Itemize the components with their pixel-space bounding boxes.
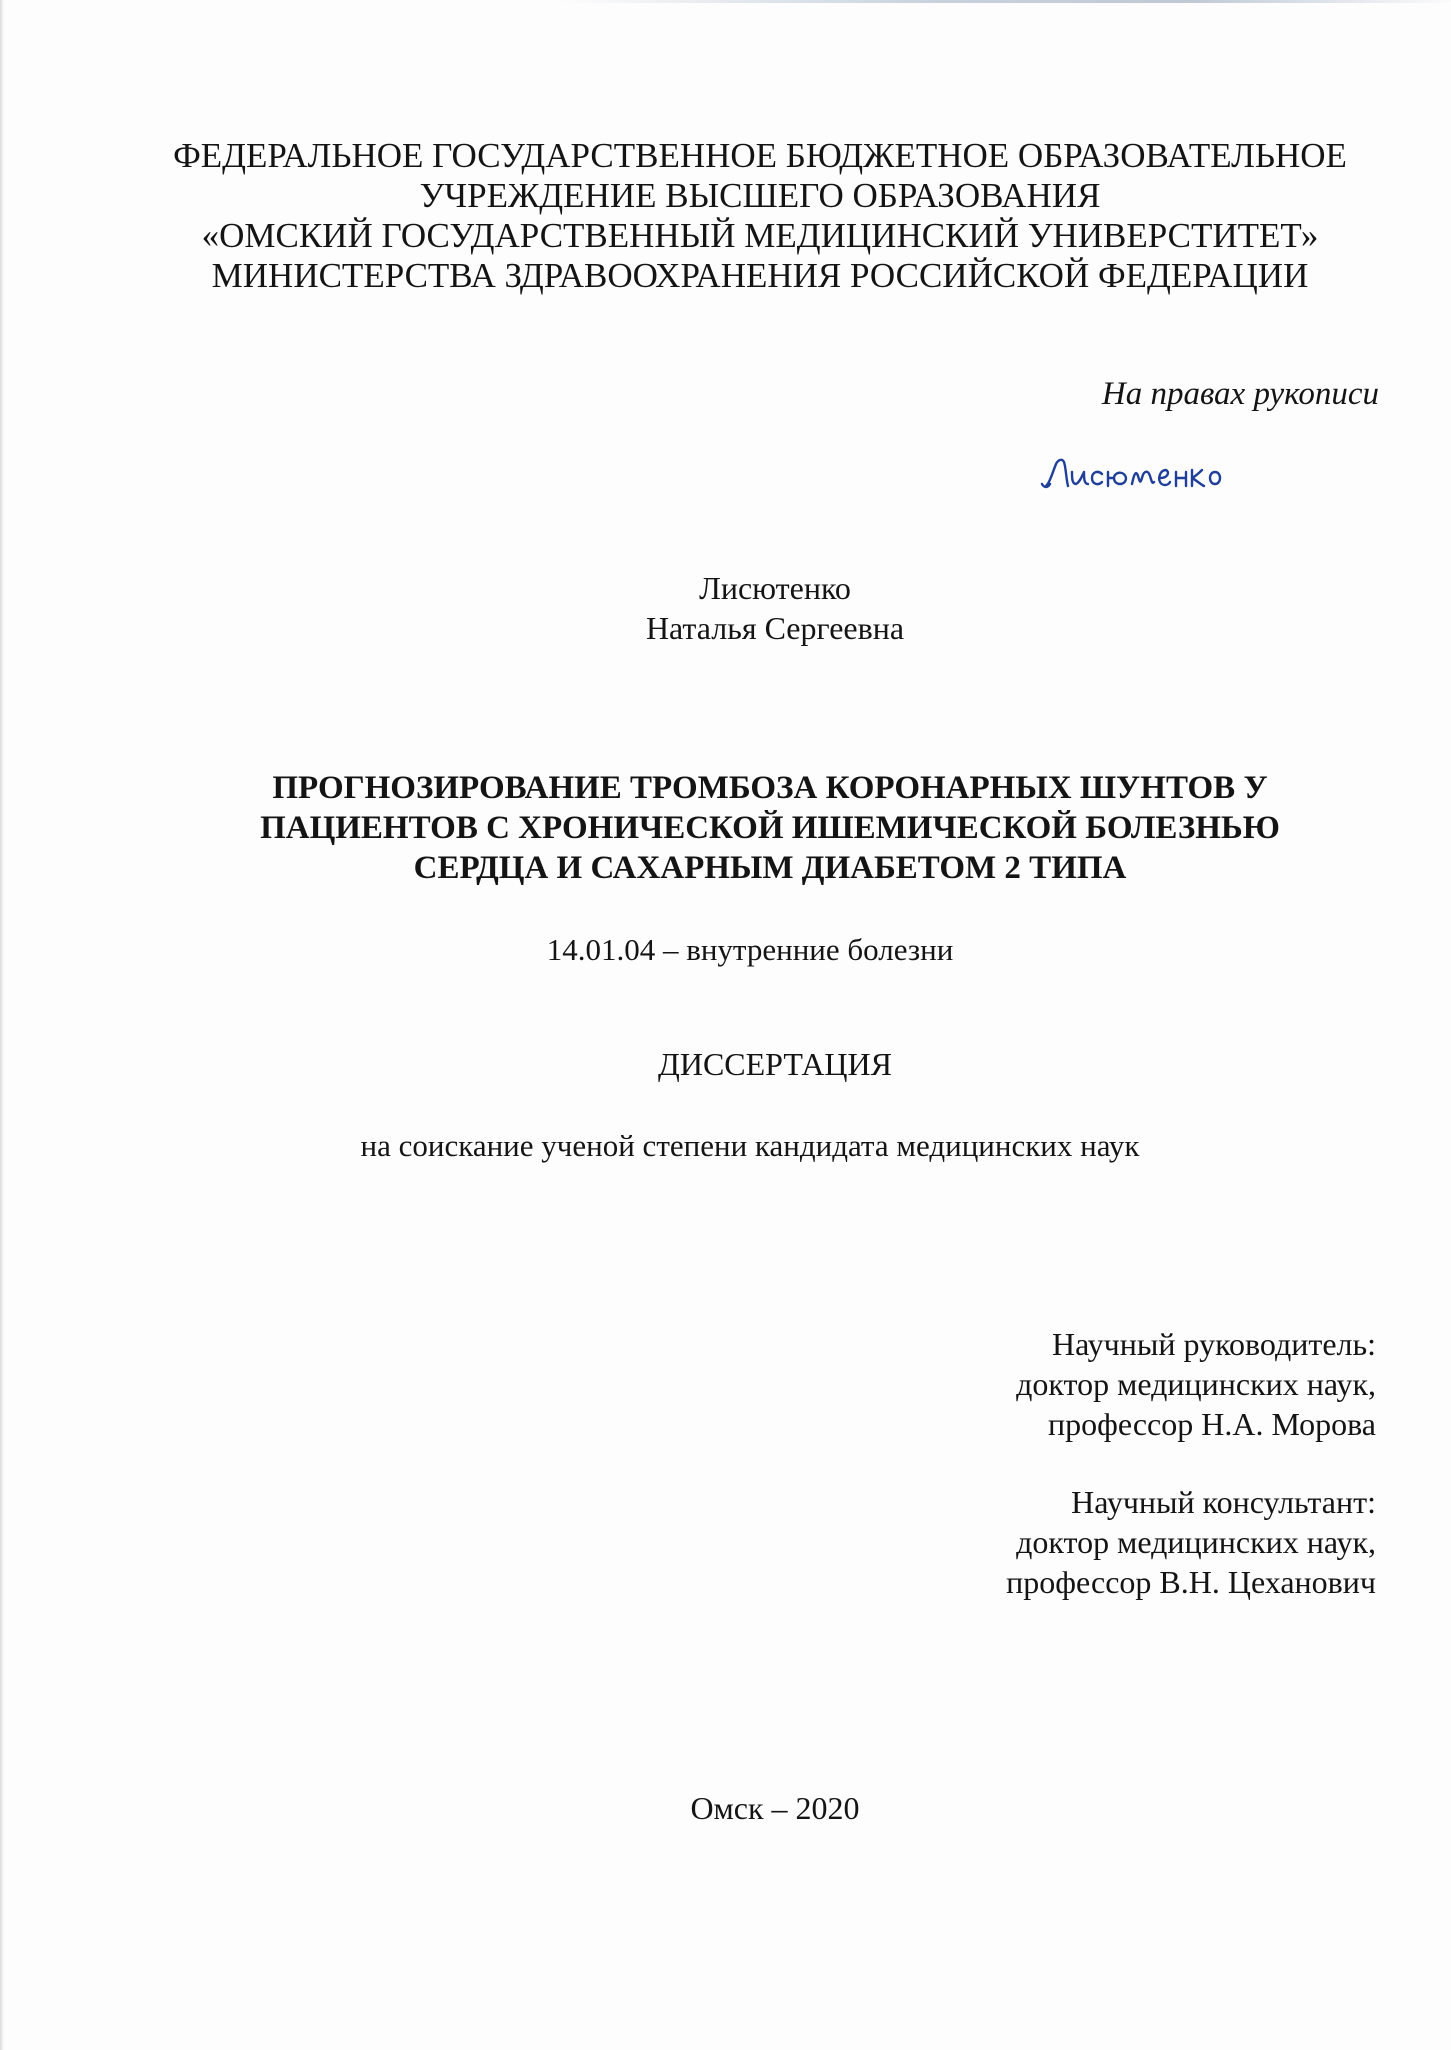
institution-line-3: «ОМСКИЙ ГОСУДАРСТВЕННЫЙ МЕДИЦИНСКИЙ УНИВЕРСТИТЕТ» [201, 216, 1319, 255]
scan-edge-left [0, 0, 4, 2050]
title-line-1: ПРОГНОЗИРОВАНИЕ ТРОМБОЗА КОРОНАРНЫХ ШУНТОВ У [272, 770, 1268, 806]
document-type: ДИССЕРТАЦИЯ [658, 1046, 892, 1082]
author-given-names: Наталья Сергеевна [645, 610, 905, 646]
institution-line-1: ФЕДЕРАЛЬНОЕ ГОСУДАРСТВЕННОЕ БЮДЖЕТНОЕ ОБРАЗОВАТЕЛЬНОЕ [173, 136, 1347, 175]
handwritten-signature [1040, 448, 1280, 498]
author-surname: Лисютенко [699, 570, 851, 606]
consultant-name: профессор В.Н. Цеханович [1006, 1564, 1376, 1600]
dissertation-title [180, 768, 1360, 888]
institution-header [150, 136, 1370, 296]
title-line-3: СЕРДЦА И САХАРНЫМ ДИАБЕТОМ 2 ТИПА [413, 850, 1127, 886]
institution-line-2: УЧРЕЖДЕНИЕ ВЫСШЕГО ОБРАЗОВАНИЯ [419, 176, 1101, 215]
supervisor-role: Научный руководитель: [1051, 1326, 1376, 1362]
city-year: Омск – 2020 [690, 1790, 860, 1826]
specialty-code: 14.01.04 – внутренние болезни [546, 932, 954, 967]
author-block [475, 568, 1075, 648]
institution-line-4: МИНИСТЕРСТВА ЗДРАВООХРАНЕНИЯ РОССИЙСКОЙ ФЕДЕРАЦИИ [211, 256, 1309, 295]
supervisor-block [1016, 1324, 1376, 1444]
consultant-degree: доктор медицинских наук, [1016, 1524, 1376, 1560]
consultant-block [1006, 1482, 1376, 1602]
scan-edge-top [560, 0, 1451, 3]
supervisor-name: профессор Н.А. Морова [1047, 1406, 1376, 1442]
rights-note: На правах рукописи [1101, 376, 1379, 412]
consultant-role: Научный консультант: [1071, 1484, 1376, 1520]
title-line-2: ПАЦИЕНТОВ С ХРОНИЧЕСКОЙ ИШЕМИЧЕСКОЙ БОЛЕЗНЬЮ [260, 810, 1280, 846]
degree-statement: на соискание ученой степени кандидата медицинских наук [360, 1128, 1140, 1163]
supervisor-degree: доктор медицинских наук, [1016, 1366, 1376, 1402]
